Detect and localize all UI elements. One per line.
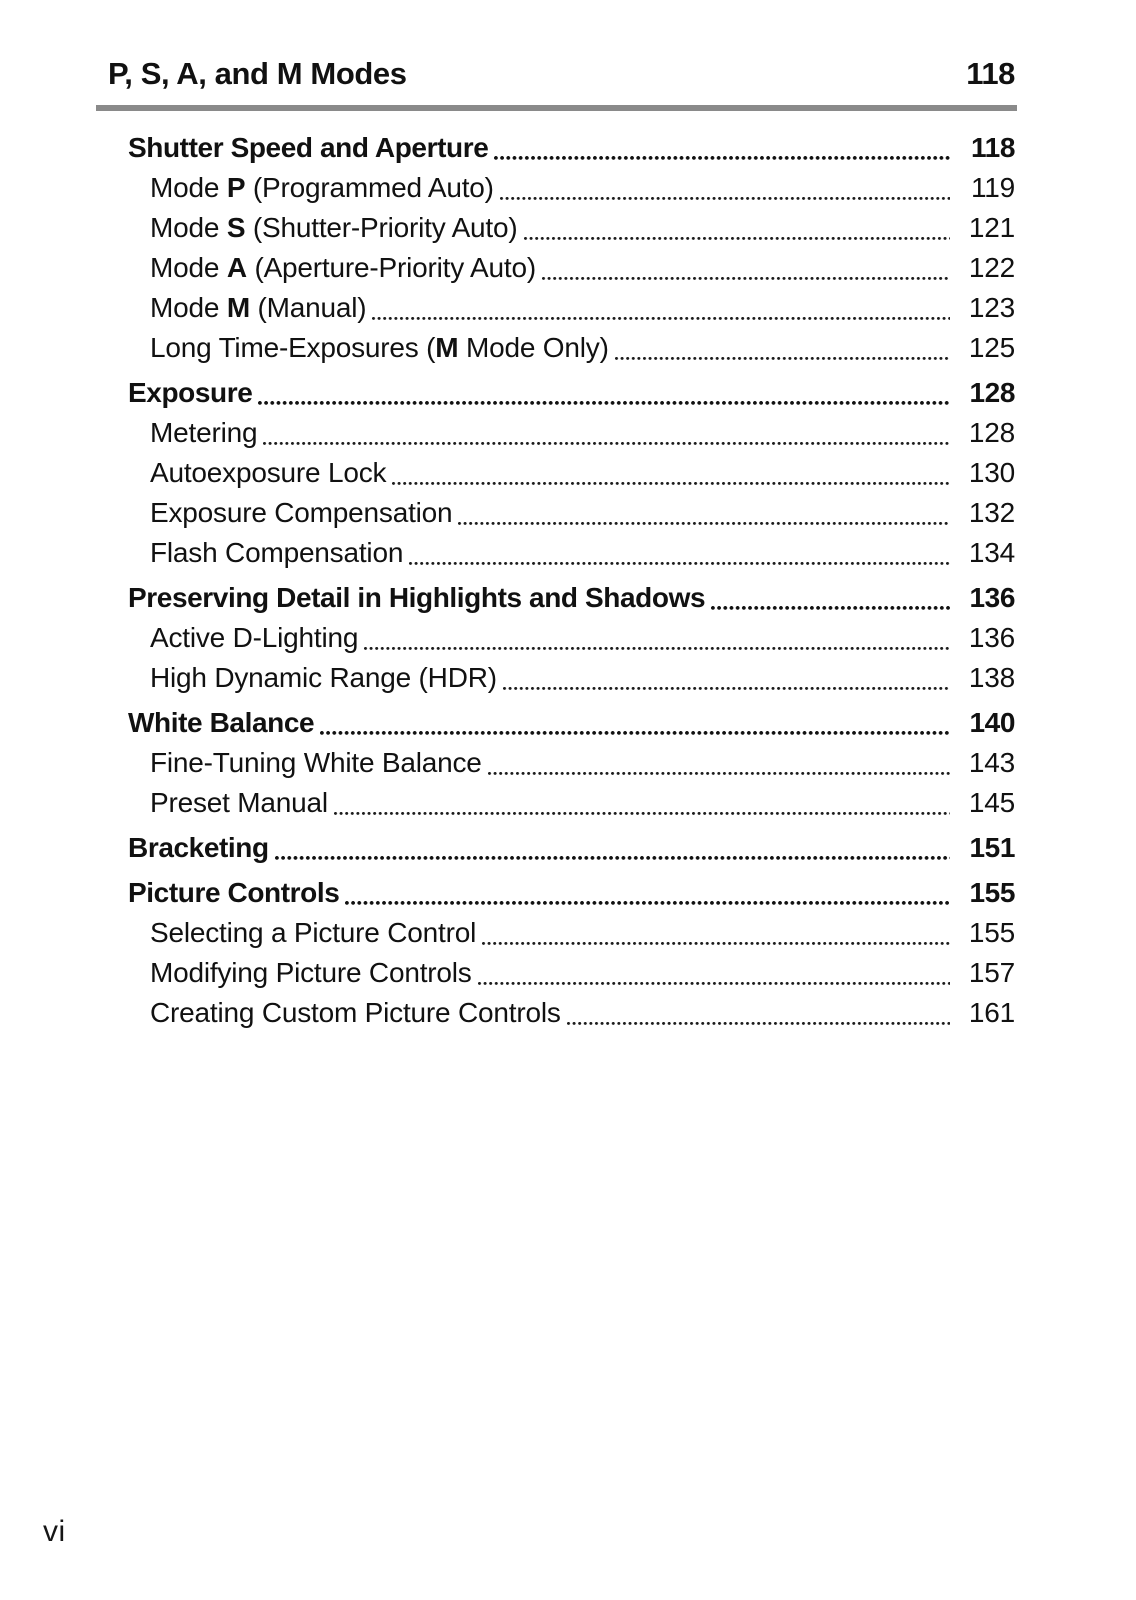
dot-leader [503,658,950,698]
dot-leader [488,743,950,783]
chapter-start-page: 118 [966,56,1015,91]
dot-leader [494,128,950,168]
dot-leader [711,578,950,618]
toc-entry-page: 136 [969,582,1015,613]
toc-entry-label: Mode A (Aperture-Priority Auto) [150,252,536,283]
toc-entry-page: 119 [970,172,1015,203]
folio-page-label: vi [43,1515,66,1548]
toc-entry [128,248,1015,288]
toc-entry-page: 157 [968,957,1015,988]
toc-entry-label: Active D-Lighting [150,622,359,653]
toc-entry [128,873,1015,913]
toc-entry-label: Preset Manual [150,787,328,818]
toc-entry [128,128,1015,168]
toc-entry-page: 138 [968,662,1015,693]
toc-entry [128,493,1015,533]
toc-entry-page: 132 [968,497,1015,528]
toc-entry-page: 123 [968,292,1015,323]
dot-leader [392,453,950,493]
toc-entry-label: Creating Custom Picture Controls [150,997,561,1028]
running-header [108,57,1015,91]
toc-entry-label: Mode M (Manual) [150,292,367,323]
chapter-title: P, S, A, and M Modes [108,56,407,91]
toc-entry [128,783,1015,823]
toc-entry-page: 155 [969,877,1015,908]
toc-entry-page: 118 [971,132,1015,163]
toc-entry-label: Metering [150,417,258,448]
dot-leader [258,373,950,413]
toc-entry-page: 125 [968,332,1015,363]
toc-entry-page: 136 [968,622,1015,653]
toc-entry-label: Bracketing [128,832,269,863]
toc-entry-page: 151 [969,832,1015,863]
toc-entry-label: White Balance [128,707,315,738]
toc-entry [128,703,1015,743]
dot-leader [320,703,950,743]
toc-entry [128,208,1015,248]
toc-entry-label: Shutter Speed and Aperture [128,132,489,163]
toc-entry [128,993,1015,1033]
toc-entry-label: Picture Controls [128,877,340,908]
toc-entry-page: 121 [968,212,1015,243]
dot-leader [364,618,950,658]
dot-leader [500,168,950,208]
toc-entry [128,913,1015,953]
toc-entry [128,373,1015,413]
toc-entry-page: 143 [968,747,1015,778]
toc-entry-page: 130 [968,457,1015,488]
toc-entry-label: Selecting a Picture Control [150,917,477,948]
toc-entry-page: 145 [968,787,1015,818]
dot-leader [478,953,950,993]
dot-leader [458,493,950,533]
dot-leader [372,288,950,328]
toc-list [128,128,1015,1033]
dot-leader [615,328,950,368]
toc-entry-label: Long Time-Exposures (M Mode Only) [150,332,609,363]
toc-entry [128,658,1015,698]
toc-entry-page: 128 [968,417,1015,448]
dot-leader [524,208,951,248]
dot-leader [409,533,950,573]
toc-entry-page: 161 [968,997,1015,1028]
toc-entry [128,168,1015,208]
toc-entry-page: 122 [968,252,1015,283]
dot-leader [482,913,950,953]
toc-entry-label: Exposure Compensation [150,497,453,528]
toc-entry [128,578,1015,618]
toc-entry-page: 134 [968,537,1015,568]
toc-entry-label: Fine-Tuning White Balance [150,747,482,778]
dot-leader [263,413,950,453]
toc-entry [128,533,1015,573]
toc-entry-label: Preserving Detail in Highlights and Shadows [128,582,706,613]
toc-entry-page: 155 [968,917,1015,948]
toc-entry-page: 128 [969,377,1015,408]
toc-entry-label: Mode P (Programmed Auto) [150,172,494,203]
header-rule [96,105,1017,111]
toc-entry [128,288,1015,328]
toc-entry [128,828,1015,868]
toc-entry [128,328,1015,368]
dot-leader [334,783,950,823]
toc-entry-label: Modifying Picture Controls [150,957,472,988]
toc-entry-label: High Dynamic Range (HDR) [150,662,497,693]
toc-entry-page: 140 [969,707,1015,738]
toc-entry-label: Exposure [128,377,253,408]
toc-entry [128,453,1015,493]
toc-entry-label: Autoexposure Lock [150,457,387,488]
dot-leader [567,993,950,1033]
toc-entry [128,743,1015,783]
toc-entry [128,413,1015,453]
toc-entry [128,953,1015,993]
toc-entry [128,618,1015,658]
dot-leader [345,873,950,913]
toc-entry-label: Flash Compensation [150,537,404,568]
toc-entry-label: Mode S (Shutter-Priority Auto) [150,212,518,243]
dot-leader [275,828,950,868]
dot-leader [542,248,950,288]
